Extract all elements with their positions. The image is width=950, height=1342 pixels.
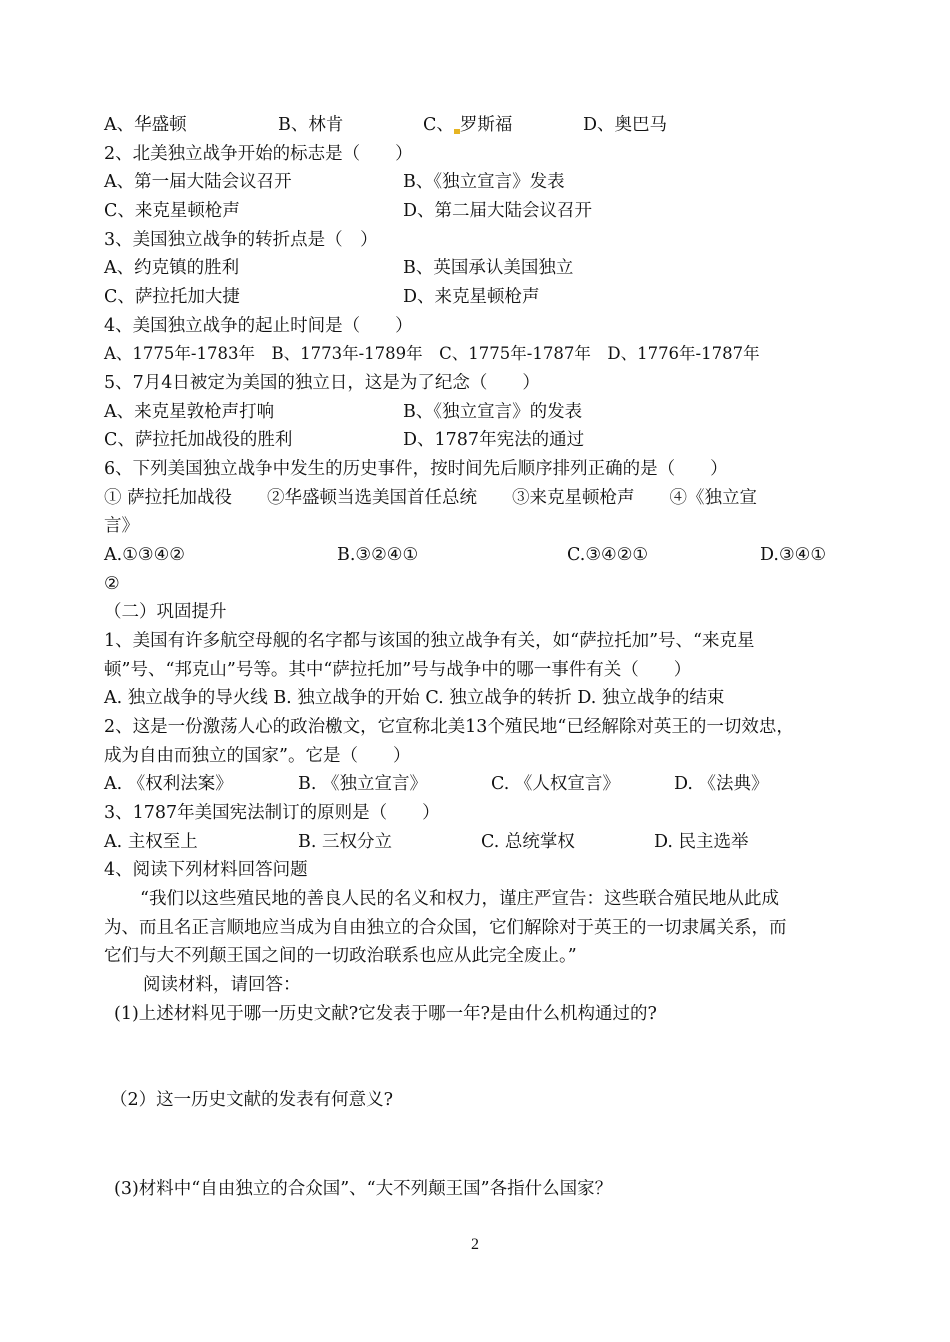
c1-stem-line2: 顿”号、“邦克山”号等。其中“萨拉托加”号与战争中的哪一事件有关（ ） bbox=[104, 660, 692, 680]
q2-option-b: B、《独立宣言》发表 bbox=[403, 172, 565, 192]
c2-option-c: C. 《人权宣言》 bbox=[491, 774, 620, 794]
c4-material-line1: “我们以这些殖民地的善良人民的名义和权力，谨庄严宣告：这些联合殖民地从此成 bbox=[140, 889, 779, 909]
c2-option-d: D. 《法典》 bbox=[674, 774, 769, 794]
c3-option-a: A. 主权至上 bbox=[104, 832, 198, 852]
c3-option-d: D. 民主选举 bbox=[654, 832, 749, 852]
q1-option-b: B、林肯 bbox=[278, 115, 344, 135]
q6-items-line2: 言》 bbox=[104, 516, 139, 536]
q1-option-a: A、华盛顿 bbox=[104, 115, 187, 135]
q6-items-line1: ① 萨拉托加战役 ②华盛顿当选美国首任总统 ③来克星顿枪声 ④《独立宣 bbox=[104, 488, 758, 508]
section-title: （二）巩固提升 bbox=[104, 602, 227, 622]
q6-option-c: C.③④②① bbox=[567, 545, 649, 565]
q3-option-b: B、英国承认美国独立 bbox=[403, 258, 574, 278]
q2-option-a: A、第一届大陆会议召开 bbox=[104, 172, 292, 192]
q1-option-c-text: 罗斯福 bbox=[459, 115, 513, 135]
q1-option-d: D、奥巴马 bbox=[583, 115, 668, 135]
q5-option-b: B、《独立宣言》的发表 bbox=[403, 402, 583, 422]
q6-option-b: B.③②④① bbox=[337, 545, 419, 565]
q6-stem: 6、下列美国独立战争中发生的历史事件，按时间先后顺序排列正确的是（ ） bbox=[104, 459, 728, 479]
c4-stem: 4、阅读下列材料回答问题 bbox=[104, 860, 308, 880]
c3-option-b: B. 三权分立 bbox=[298, 832, 392, 852]
c1-options: A. 独立战争的导火线 B. 独立战争的开始 C. 独立战争的转折 D. 独立战争的结束 bbox=[104, 688, 725, 708]
c3-option-c: C. 总统掌权 bbox=[481, 832, 575, 852]
c2-option-a: A. 《权利法案》 bbox=[104, 774, 233, 794]
q3-stem: 3、美国独立战争的转折点是（ ） bbox=[104, 230, 378, 250]
q2-option-d: D、第二届大陆会议召开 bbox=[403, 201, 593, 221]
q2-option-c: C、来克星顿枪声 bbox=[104, 201, 240, 221]
q5-option-a: A、来克星敦枪声打响 bbox=[104, 402, 275, 422]
q6-option-d-continued: ② bbox=[104, 574, 120, 594]
c2-stem-line1: 2、这是一份激荡人心的政治檄文，它宣称北美13个殖民地“已经解除对英王的一切效忠， bbox=[104, 717, 794, 737]
q3-option-d: D、来克星顿枪声 bbox=[403, 287, 540, 307]
c3-stem: 3、1787年美国宪法制订的原则是（ ） bbox=[104, 803, 440, 823]
q2-stem: 2、北美独立战争开始的标志是（ ） bbox=[104, 144, 413, 164]
q6-option-a: A.①③④② bbox=[104, 545, 185, 565]
q1-option-c-prefix: C、 bbox=[423, 115, 454, 135]
c2-stem-line2: 成为自由而独立的国家”。它是（ ） bbox=[104, 746, 411, 766]
q4-options: A、1775年-1783年 B、1773年-1789年 C、1775年-1787年 D、1776年-1787年 bbox=[104, 344, 760, 363]
q5-option-d: D、1787年宪法的通过 bbox=[403, 430, 585, 450]
c4-prompt: 阅读材料，请回答： bbox=[143, 975, 301, 995]
c1-stem-line1: 1、美国有许多航空母舰的名字都与该国的独立战争有关，如“萨拉托加”号、“来克星 bbox=[104, 631, 755, 651]
q3-option-a: A、约克镇的胜利 bbox=[104, 258, 240, 278]
q3-option-c: C、萨拉托加大捷 bbox=[104, 287, 240, 307]
c4-question-3: (3)材料中“自由独立的合众国”、“大不列颠王国”各指什么国家？ bbox=[114, 1179, 613, 1199]
c4-material-line2: 为、而且名正言顺地应当成为自由独立的合众国，它们解除对于英王的一切隶属关系，而 bbox=[104, 918, 787, 938]
c2-option-b: B. 《独立宣言》 bbox=[298, 774, 427, 794]
page-number: 2 bbox=[471, 1236, 479, 1253]
q5-option-c: C、萨拉托加战役的胜利 bbox=[104, 430, 293, 450]
q1-option-c bbox=[423, 113, 512, 137]
c4-material-line3: 它们与大不列颠王国之间的一切政治联系也应从此完全废止。” bbox=[104, 946, 577, 966]
q5-stem: 5、7月4日被定为美国的独立日，这是为了纪念（ ） bbox=[104, 373, 540, 393]
c4-question-1: (1)上述材料见于哪一历史文献?它发表于哪一年?是由什么机构通过的? bbox=[114, 1004, 657, 1024]
q4-stem: 4、美国独立战争的起止时间是（ ） bbox=[104, 316, 413, 336]
q6-option-d: D.③④① bbox=[760, 545, 827, 565]
c4-question-2: （2）这一历史文献的发表有何意义? bbox=[110, 1090, 394, 1110]
